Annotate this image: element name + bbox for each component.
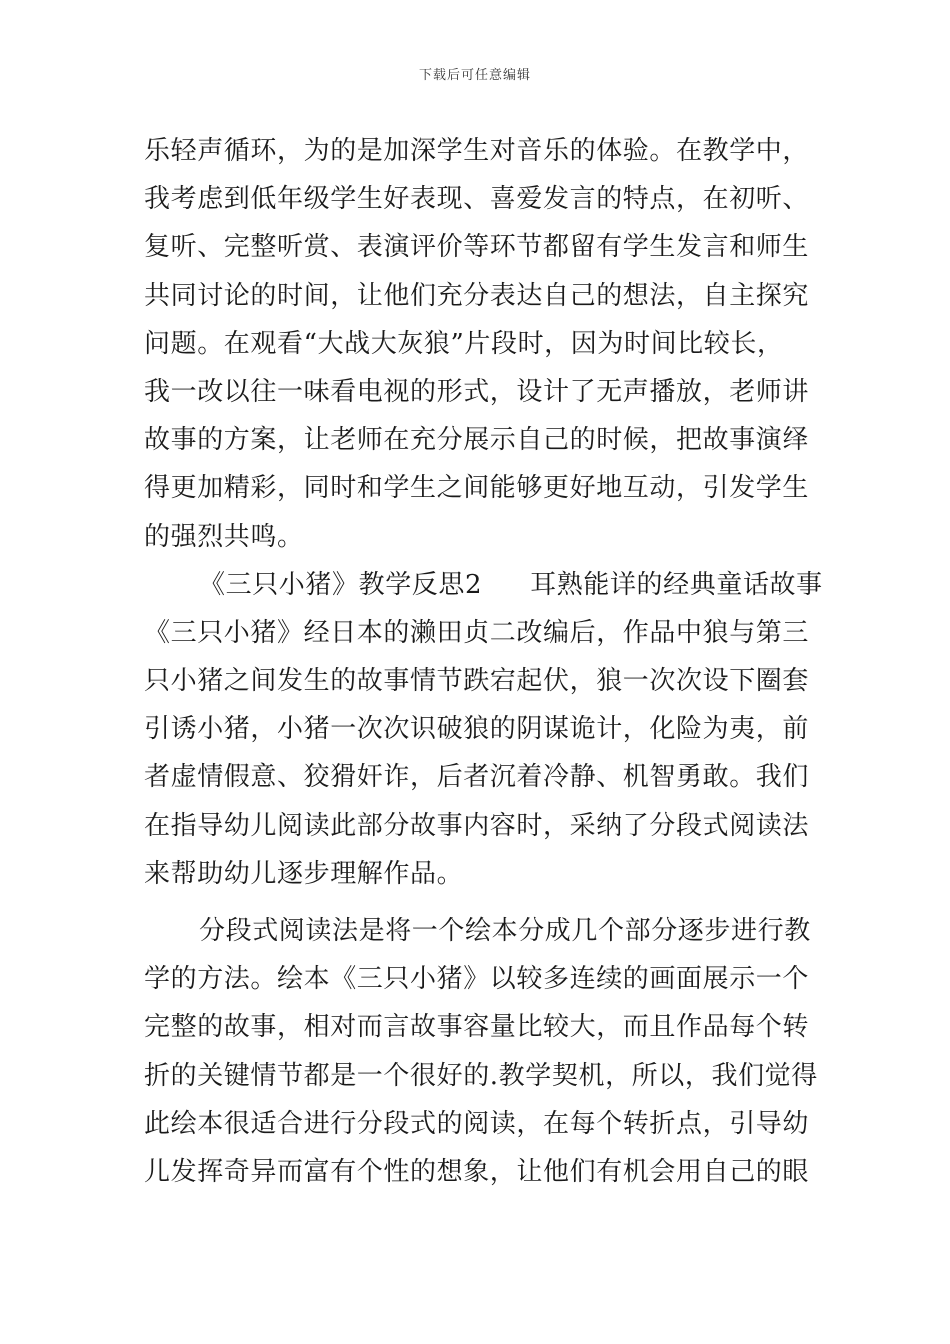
text-line: 完整的故事，相对而言故事容量比较大，而且作品每个转 bbox=[144, 1012, 810, 1043]
text-line: 《三只小猪》经日本的濑田贞二改编后，作品中狼与第三 bbox=[144, 617, 810, 648]
text-line: 故事的方案，让老师在充分展示自己的时候，把故事演绎 bbox=[144, 425, 810, 456]
text-line: 只小猪之间发生的故事情节跌宕起伏，狼一次次设下圈套 bbox=[144, 666, 810, 697]
paragraph-gap bbox=[144, 898, 808, 907]
paragraph-2 bbox=[144, 561, 823, 898]
text-line: 乐轻声循环，为的是加深学生对音乐的体验。在教学中， bbox=[144, 136, 810, 166]
text-line: 引诱小猪，小猪一次次识破狼的阴谋诡计，化险为夷，前 bbox=[144, 714, 810, 745]
text-line: 者虚情假意、狡猾奸诈，后者沉着冷静、机智勇敢。我们 bbox=[144, 762, 810, 793]
text-line: 来帮助幼儿逐步理解作品。 bbox=[144, 858, 464, 889]
text-line: 的强烈共鸣。 bbox=[144, 521, 304, 552]
text-line: 问题。在观看“大战大灰狼”片段时，因为时间比较长， bbox=[144, 328, 784, 359]
document-body bbox=[144, 127, 823, 1196]
text-line: 复听、完整听赏、表演评价等环节都留有学生发言和师生 bbox=[144, 232, 810, 263]
text-line: 我一改以往一味看电视的形式，设计了无声播放，老师讲 bbox=[144, 376, 810, 407]
text-segment: 耳熟能详的经典童话故事 bbox=[530, 569, 823, 600]
text-line: 得更加精彩，同时和学生之间能够更好地互动，引发学生 bbox=[144, 473, 810, 504]
text-line: 学的方法。绘本《三只小猪》以较多连续的画面展示一个 bbox=[144, 964, 810, 995]
text-line: 分段式阅读法是将一个绘本分成几个部分逐步进行教 bbox=[199, 916, 811, 946]
text-line: 共同讨论的时间，让他们充分表达自己的想法，自主探究 bbox=[144, 280, 810, 311]
text-line: 儿发挥奇异而富有个性的想象，让他们有机会用自己的眼 bbox=[144, 1156, 810, 1187]
text-line: 此绘本很适合进行分段式的阅读，在每个转折点，引导幼 bbox=[144, 1108, 810, 1139]
paragraph-1 bbox=[144, 127, 808, 561]
text-line: 折的关键情节都是一个很好的.教学契机，所以，我们觉得 bbox=[144, 1060, 818, 1091]
paragraph-3 bbox=[144, 907, 818, 1196]
text-line: 我考虑到低年级学生好表现、喜爱发言的特点，在初听、 bbox=[144, 184, 810, 215]
section-heading-line bbox=[144, 561, 823, 609]
section-title: 《三只小猪》教学反思2 bbox=[199, 569, 483, 600]
text-line: 在指导幼儿阅读此部分故事内容时，采纳了分段式阅读法 bbox=[144, 810, 810, 841]
page-header: 下载后可任意编辑 bbox=[418, 68, 531, 83]
